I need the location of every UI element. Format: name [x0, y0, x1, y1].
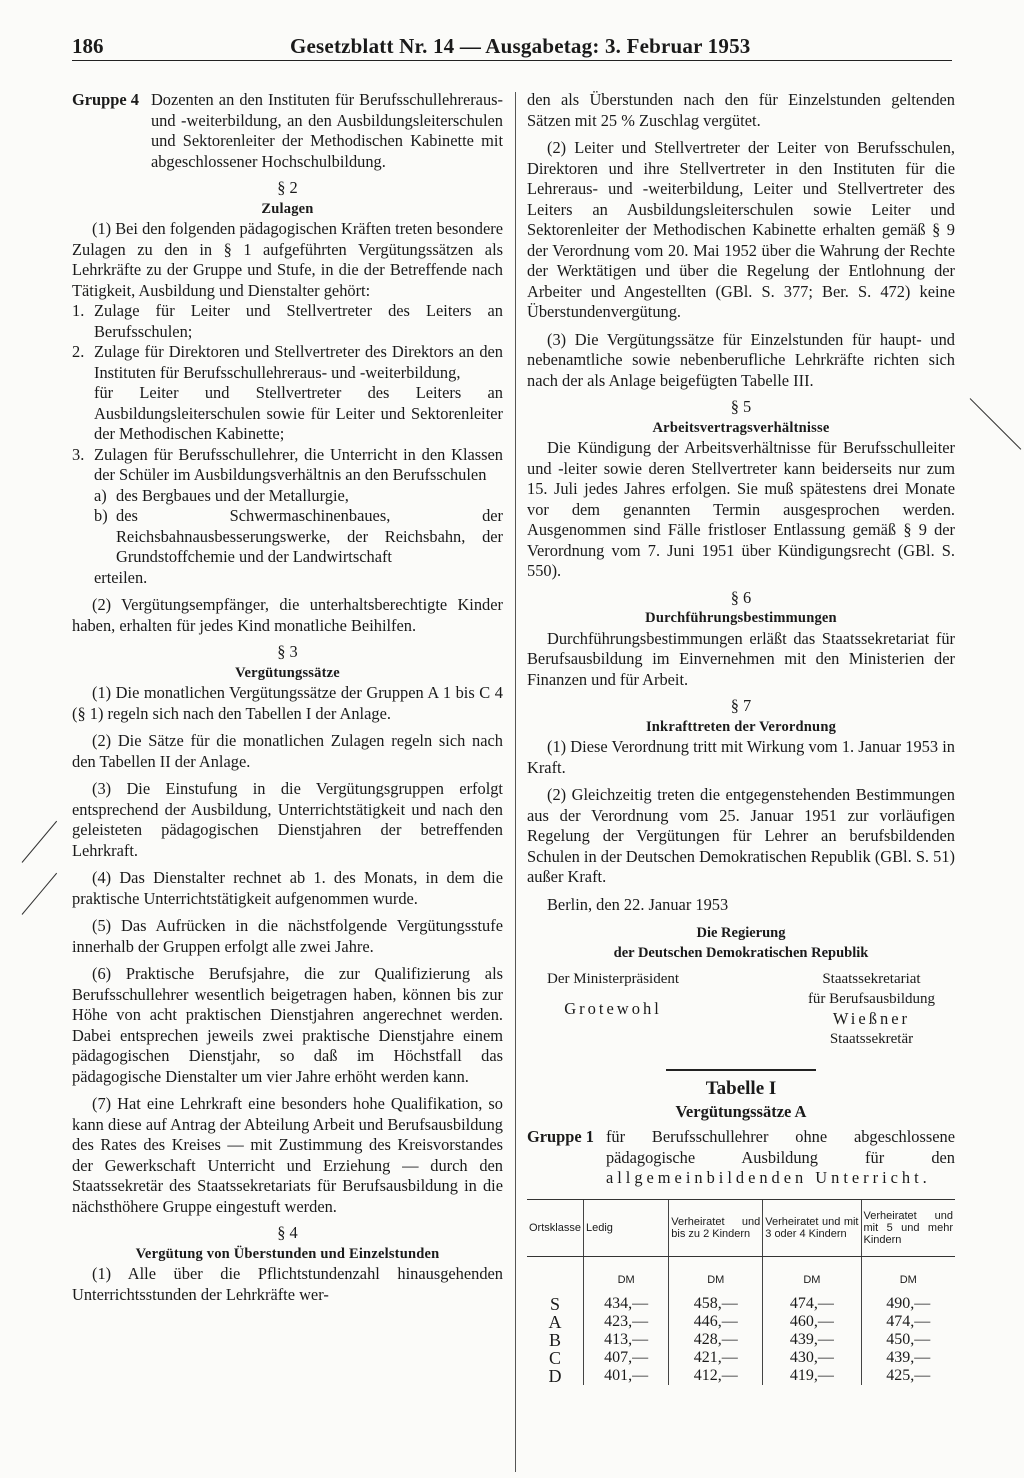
table-cell: 460,—	[763, 1313, 861, 1331]
margin-mark	[22, 873, 57, 915]
gruppe-label: Gruppe 1	[527, 1127, 594, 1146]
paragraph: (1) Die monatlichen Vergütungssätze der Gruppen A 1 bis C 4 (§ 1) regeln sich nach den Tabellen I der Anlage.	[72, 683, 503, 723]
list-continuation: erteilen.	[94, 567, 148, 587]
pay-table	[527, 1199, 955, 1385]
section-number: § 2	[277, 178, 298, 197]
gruppe-label: Gruppe 4	[72, 90, 139, 109]
section-rule	[666, 1069, 816, 1071]
unit-cell: DM	[669, 1256, 763, 1295]
paragraph: (2) Vergütungsempfänger, die unterhaltsberechtigte Kinder haben, erhalten für jedes Kind monatliche Beihilfen.	[72, 595, 503, 635]
table-cell: 430,—	[763, 1349, 861, 1367]
signatory-name: Wießner	[832, 1009, 911, 1028]
unit-cell: DM	[583, 1256, 668, 1295]
table-cell: 458,—	[669, 1295, 763, 1313]
paragraph: (3) Die Vergütungssätze für Einzelstunden für haupt- und nebenamtliche sowie nebenberufliche Lehrkräfte richten sich nach der als Anlage beigefügten Tabelle III.	[527, 329, 955, 390]
margin-mark	[22, 821, 57, 863]
signature-left	[547, 969, 679, 1049]
list-number: 2.	[72, 342, 85, 361]
signatory-title: Staatssekretariat	[822, 971, 921, 987]
unit-cell: DM	[861, 1256, 955, 1295]
table-cell: 474,—	[763, 1295, 861, 1313]
table-cell: 401,—	[583, 1367, 668, 1385]
left-column	[72, 90, 503, 1305]
table-cell: 474,—	[861, 1313, 955, 1331]
table-cell: 428,—	[669, 1331, 763, 1349]
paragraph: (5) Das Aufrücken in die nächstfolgende Vergütungsstufe innerhalb der Gruppen erfolgt alle zwei Jahre.	[72, 916, 503, 956]
table-header-row	[527, 1199, 955, 1256]
table-cell: 490,—	[861, 1295, 955, 1313]
list-item	[72, 342, 503, 383]
margin-mark	[970, 398, 1022, 450]
table-row	[527, 1331, 955, 1349]
table-cell: A	[548, 1311, 562, 1332]
sub-list-item	[72, 506, 503, 568]
column-divider	[515, 92, 516, 1472]
table-cell: 425,—	[861, 1367, 955, 1385]
signature-block	[527, 969, 955, 1049]
gov-line: der Deutschen Demokratischen Republik	[613, 945, 869, 961]
table-cell	[527, 1256, 583, 1295]
place-date: Berlin, den 22. Januar 1953	[547, 894, 729, 914]
list-text: Zulage für Leiter und Stellvertreter des Leiters an Berufsschulen;	[94, 301, 503, 341]
page-header	[72, 34, 952, 61]
table-cell: 412,—	[669, 1367, 763, 1385]
signatory-title: für Berufsausbildung	[807, 991, 935, 1007]
table-cell: 439,—	[861, 1349, 955, 1367]
table-cell: S	[549, 1293, 560, 1314]
paragraph: (2) Die Sätze für die monatlichen Zulagen regeln sich nach den Tabellen II der Anlage.	[72, 731, 503, 771]
list-item	[72, 301, 503, 342]
section-number: § 3	[277, 642, 298, 661]
table-cell: 450,—	[861, 1331, 955, 1349]
list-text: des Bergbaues und der Metallurgie,	[116, 485, 349, 505]
column-header: Verheiratet und bis zu 2 Kindern	[669, 1199, 763, 1256]
table-cell: 446,—	[669, 1313, 763, 1331]
section-number: § 7	[730, 696, 752, 715]
gruppe-text-spaced: allgemeinbildenden Unterricht.	[605, 1168, 931, 1187]
gov-line: Die Regierung	[696, 925, 786, 941]
list-number: 1.	[72, 301, 85, 320]
list-text: Zulage für Direktoren und Stellvertreter des Direktors an den Instituten für Berufsschullehreraus- und -weiterbildung,	[94, 342, 503, 382]
table-cell: 407,—	[583, 1349, 668, 1367]
header-title: Gesetzblatt Nr. 14 — Ausgabetag: 3. Februar 1953	[290, 34, 751, 58]
table-title: Tabelle I	[705, 1078, 777, 1099]
gruppe-1-block	[527, 1127, 955, 1189]
signatory-role: Staatssekretär	[829, 1031, 914, 1047]
column-header: Verheiratet und mit 5 und mehr Kindern	[861, 1199, 955, 1256]
table-cell: B	[548, 1329, 561, 1350]
list-continuation: für Leiter und Stellvertreter des Leiters an Ausbildungsleiterschulen sowie für Leiter und Sektorenleiter der Methodischen Kabinette;	[94, 383, 503, 443]
list-number: 3.	[72, 444, 85, 464]
signature-right	[808, 969, 935, 1049]
paragraph-continuation: den als Überstunden nach den für Einzelstunden geltenden Sätzen mit 25 % Zuschlag vergütet.	[527, 90, 955, 130]
section-heading: Vergütungssätze	[235, 664, 340, 681]
table-row	[527, 1313, 955, 1331]
table-cell: D	[548, 1365, 562, 1386]
paragraph: Die Kündigung der Arbeitsverhältnisse für Berufsschulleiter und -leiter sowie deren Stellvertreter kann beiderseits nur zum 15. Juli jedes Jahres erfolgen. Sie muß spätestens drei Monate vor dem genannten Termin ausgesprochen werden. Ausgenommen sind Fälle fristloser Entlassung gemäß § 9 der Verordnung vom 7. Juni 1951 über Kündigungsrecht (GBl. S. 550).	[527, 438, 955, 580]
paragraph: Durchführungsbestimmungen erläßt das Staatssekretariat für Berufsausbildung im Einvernehmen mit den Ministerien der Finanzen und für Arbeit.	[527, 628, 955, 689]
right-column	[527, 90, 955, 1385]
page-number: 186	[72, 34, 104, 58]
section-heading: Zulagen	[261, 200, 314, 217]
section-heading: Durchführungsbestimmungen	[645, 610, 837, 626]
list-item	[72, 445, 503, 486]
table-cell: 434,—	[583, 1295, 668, 1313]
signatory-title: Der Ministerpräsident	[547, 971, 680, 987]
table-cell: C	[548, 1347, 561, 1368]
list-letter: a)	[94, 485, 107, 505]
paragraph: (1) Diese Verordnung tritt mit Wirkung vom 1. Januar 1953 in Kraft.	[527, 737, 955, 777]
table-cell: 421,—	[669, 1349, 763, 1367]
table-cell: 413,—	[583, 1331, 668, 1349]
list-letter: b)	[94, 506, 108, 525]
paragraph: (4) Das Dienstalter rechnet ab 1. des Monats, in dem die praktische Unterrichtstätigkeit aufgenommen wurde.	[72, 868, 503, 908]
table-subtitle: Vergütungssätze A	[675, 1102, 807, 1121]
list-text: des Schwermaschinenbaues, der Reichsbahnausbesserungswerke, der Reichsbahn, der Grundstoffchemie und der Landwirtschaft	[116, 506, 503, 566]
section-number: § 6	[730, 587, 752, 607]
list-text: Zulagen für Berufsschullehrer, die Unterricht in den Klassen der Schüler im Ausbildungsverhältnis an den Berufsschulen	[94, 444, 503, 484]
paragraph: (3) Die Einstufung in die Vergütungsgruppen erfolgt entsprechend der Ausbildung, Unterrichtstätigkeit und nach den geleisteten pädagogischen Dienstjahren der betreffenden Lehrkraft.	[72, 779, 503, 860]
column-header: Ortsklasse	[527, 1199, 583, 1256]
gruppe-4-block	[72, 90, 503, 172]
signatory-name: Grotewohl	[564, 999, 662, 1018]
table-cell: 419,—	[763, 1367, 861, 1385]
paragraph: (2) Leiter und Stellvertreter der Leiter von Berufsschulen, Direktoren und ihre Stellvertreter in den Instituten für die Lehreraus- und -weiterbildung, Leiter und Stellvertreter des Leiters an Ausbildungsleiterschulen sowie Leiter und Sektorenleiter der Methodischen Kabinette erhalten gemäß § 9 der Verordnung vom 20. Mai 1952 über die Wahrung der Rechte der Werktätigen und über die Regelung der Entlohnung der Arbeiter und Angestellten (GBl. S. 377; Ber. S. 472) keine Überstundenvergütung.	[527, 138, 955, 321]
table-row	[527, 1349, 955, 1367]
table-row	[527, 1295, 955, 1313]
government-block	[527, 923, 955, 963]
paragraph: (2) Gleichzeitig treten die entgegenstehenden Bestimmungen aus der Verordnung vom 25. Januar 1951 zur vorläufigen Regelung der Vergütungen für Lehrer an berufsbildenden Schulen in der Deutschen Demokratischen Republik (GBl. S. 51) außer Kraft.	[527, 785, 955, 886]
column-header: Verheiratet und mit 3 oder 4 Kindern	[763, 1199, 861, 1256]
section-number: § 5	[730, 397, 752, 416]
section-heading: Vergütung von Überstunden und Einzelstunden	[135, 1245, 440, 1262]
paragraph: (6) Praktische Berufsjahre, die zur Qualifizierung als Berufsschullehrer wesentlich beigetragen haben, können bis zur Höhe von acht praktischen Dienstjahren angerechnet werden. Dabei entsprechen jeweils zwei praktische Dienstjahre einem pädagogischen Dienstjahr, so daß im Höchstfall das pädagogische Dienstalter um vier Jahre erhöht werden kann.	[72, 964, 503, 1086]
gruppe-text: Dozenten an den Instituten für Berufsschullehreraus- und -weiterbildung, an den Ausbildungsleiterschulen und Sektorenleiter der Methodischen Kabinette mit abgeschlossener Hochschulbildung.	[150, 90, 503, 171]
unit-row	[527, 1256, 955, 1295]
sub-list-item	[72, 486, 503, 507]
table-cell: 439,—	[763, 1331, 861, 1349]
paragraph: (1) Alle über die Pflichtstundenzahl hinausgehenden Unterrichtsstunden der Lehrkräfte wer-	[72, 1264, 503, 1304]
paragraph: (7) Hat eine Lehrkraft eine besonders hohe Qualifikation, so kann diese auf Antrag der Abteilung Arbeit und Berufsausbildung des Rates des Kreises — mit Zustimmung des Kreisvorstandes der Gewerkschaft Unterricht und Erziehung — durch den Staatssekretär des Staatssekretariats für Berufsausbildung in die nächsthöhere Gruppe eingestuft werden.	[72, 1094, 503, 1216]
column-header: Ledig	[583, 1199, 668, 1256]
section-heading: Inkrafttreten der Verordnung	[645, 718, 837, 735]
gruppe-text-main: für Berufsschullehrer ohne abgeschlossene pädagogische Ausbildung für den	[605, 1127, 955, 1167]
gruppe-text	[606, 1127, 955, 1189]
paragraph: (1) Bei den folgenden pädagogischen Kräften treten besondere Zulagen zu den in § 1 aufgeführten Vergütungssätzen als Lehrkräfte zu der Gruppe und Stufe, in die der Betreffende nach Tätigkeit, Ausbildung und Dienstalter gehört:	[72, 219, 503, 300]
section-number: § 4	[277, 1223, 298, 1242]
unit-cell: DM	[763, 1256, 861, 1295]
table-row	[527, 1367, 955, 1385]
table-cell: 423,—	[583, 1313, 668, 1331]
section-heading: Arbeitsvertragsverhältnisse	[652, 419, 830, 436]
